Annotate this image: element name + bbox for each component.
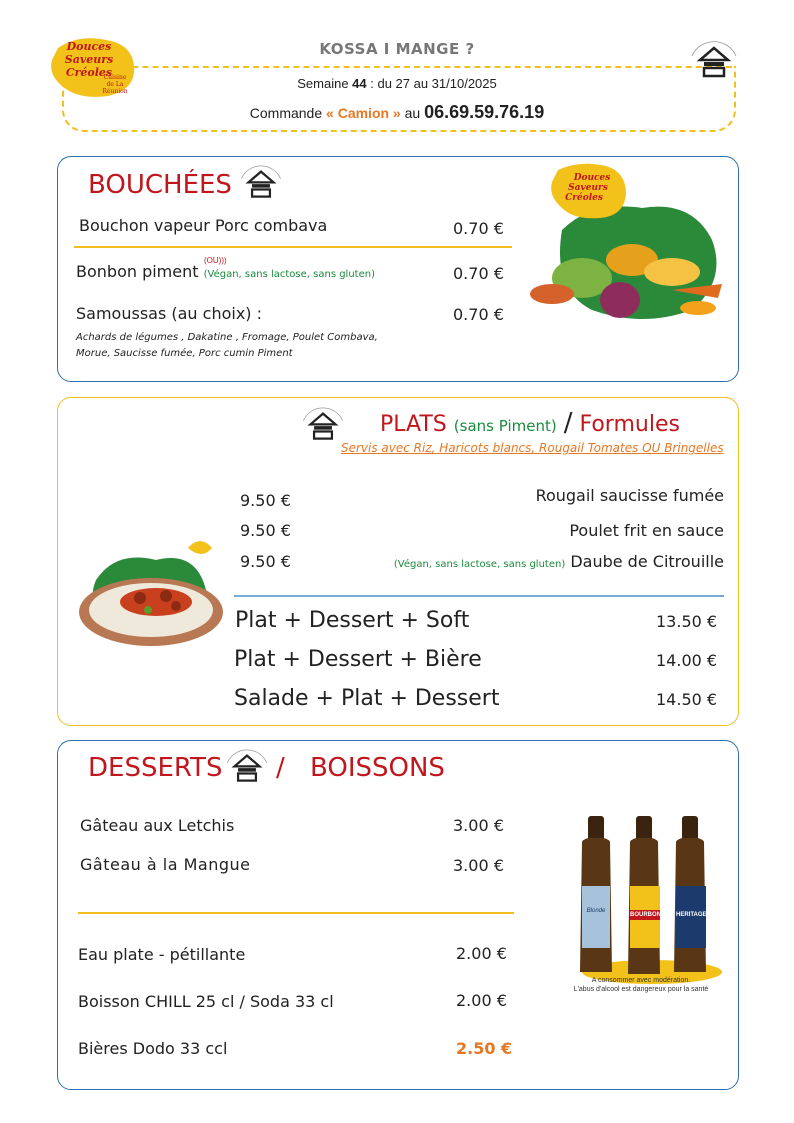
plats-served-with: Servis avec Riz, Haricots blancs, Rougail Tomates OU Bringelles (341, 441, 724, 455)
bouchee-item-2-price: 0.70 € (453, 264, 504, 283)
bouchee-item-3-price: 0.70 € (453, 305, 504, 324)
desserts-title-main: DESSERTS (88, 753, 223, 783)
samoussa-choices-line-1: Achards de légumes , Dakatine , Fromage, Poulet Combava, (76, 332, 378, 343)
plat-item-3-label: Daube de Citrouille (570, 552, 724, 571)
desserts-title (88, 753, 222, 783)
drink-item-2-price: 2.00 € (456, 991, 507, 1010)
drink-item-1-name: Eau plate - pétillante (78, 945, 246, 964)
order-mid: au (400, 105, 425, 121)
week-prefix: Semaine (297, 76, 353, 91)
drink-item-2-name: Boisson CHILL 25 cl / Soda 33 cl (78, 992, 334, 1011)
plats-title-note: (sans Piment) (453, 417, 557, 435)
plat-item-2-name: Poulet frit en sauce (569, 521, 724, 540)
logo-sub-1: Cuisine (103, 74, 127, 81)
dessert-item-2-price: 3.00 € (453, 856, 504, 875)
beer-label-1: Blonde (586, 908, 606, 914)
logo-line-2: Saveurs (64, 53, 114, 66)
beer-label-2: BOURBON (630, 912, 661, 918)
order-line (0, 102, 794, 123)
boissons-title: BOISSONS (310, 753, 445, 783)
formule-3-price: 14.50 € (656, 690, 718, 709)
desserts-divider (78, 912, 514, 914)
phone-number[interactable]: 06.69.59.76.19 (424, 102, 545, 122)
dessert-item-1-price: 3.00 € (453, 816, 504, 835)
page-title: KOSSA I MANGE ? (319, 40, 475, 58)
bouchees-house-icon (236, 162, 286, 208)
desserts-house-icon (222, 746, 272, 792)
bouchees-title: BOUCHÉES (88, 170, 232, 200)
plat-item-2-price: 9.50 € (240, 521, 291, 540)
bouchee-item-3-name: Samoussas (au choix) : (76, 304, 263, 323)
drink-item-3-name: Bières Dodo 33 ccl (78, 1039, 228, 1058)
bouchee-item-1-name: Bouchon vapeur Porc combava (79, 216, 328, 235)
dessert-item-2-name: Gâteau à la Mangue (80, 855, 251, 874)
bouchee-item-1-price: 0.70 € (453, 219, 504, 238)
plats-divider (234, 595, 724, 597)
bouchee-item-2-mark: (OU))) (204, 256, 227, 265)
plats-title-main: PLATS (380, 412, 447, 437)
plats-title-separator: / (563, 408, 573, 438)
bouchee-item-2-label: Bonbon piment (76, 262, 199, 281)
plat-item-1-price: 9.50 € (240, 491, 291, 510)
drink-item-1-price: 2.00 € (456, 944, 507, 963)
plats-title-formules: Formules (579, 412, 680, 437)
plat-item-1-name: Rougail saucisse fumée (535, 486, 724, 505)
order-prefix: Commande (249, 105, 327, 121)
formule-1-name: Plat + Dessert + Soft (235, 608, 470, 633)
logo-line-3: Créoles (65, 66, 113, 79)
formule-2-price: 14.00 € (656, 651, 718, 670)
bouchees-divider (74, 246, 512, 248)
disclaimer-line-1: A consommer avec modération. (591, 977, 691, 984)
beer-bottles-image (564, 812, 734, 988)
formule-2-name: Plat + Dessert + Bière (234, 647, 482, 672)
week-line (0, 76, 794, 91)
plat-item-3-price: 9.50 € (240, 552, 291, 571)
disclaimer-line-2: L'abus d'alcool est dangereux pour la santé (573, 986, 709, 993)
beer-label-3: HERITAGE (676, 912, 707, 918)
logo-sub-2: de La Réunion (102, 81, 128, 95)
svg-text:Douces: Douces (573, 173, 611, 183)
dessert-item-1-name: Gâteau aux Letchis (80, 816, 235, 835)
plats-title (380, 408, 680, 438)
plat-item-3-note: (Végan, sans lactose, sans gluten) (393, 559, 566, 570)
order-channel: « Camion » (326, 105, 401, 121)
formule-3-name: Salade + Plat + Dessert (234, 686, 500, 711)
plat-dish-image (76, 530, 226, 654)
samoussa-choices-line-2: Morue, Saucisse fumée, Porc cumin Piment (76, 348, 293, 359)
week-dates: : du 27 au 31/10/2025 (366, 76, 497, 91)
bouchee-item-2-note: (Végan, sans lactose, sans gluten) (203, 269, 375, 280)
desserts-title-separator: / (276, 753, 285, 783)
plat-item-3-name (394, 552, 724, 571)
logo-line-1: Douces (66, 40, 112, 53)
svg-text:Créoles: Créoles (565, 193, 603, 203)
svg-text:Saveurs: Saveurs (568, 183, 608, 193)
alcohol-disclaimer (548, 976, 734, 994)
bouchees-food-image (522, 160, 734, 332)
week-number: 44 (352, 76, 367, 91)
drink-item-3-price: 2.50 € (456, 1039, 513, 1058)
formule-1-price: 13.50 € (656, 612, 718, 631)
